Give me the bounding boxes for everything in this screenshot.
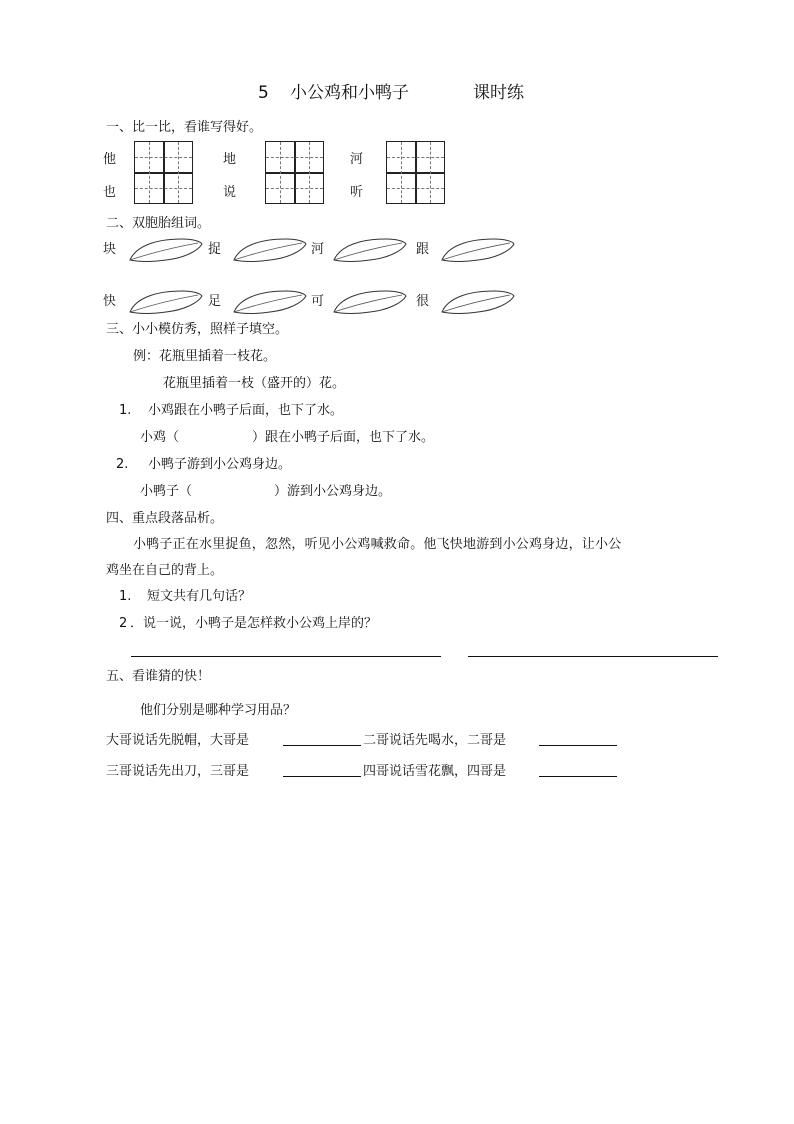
answer-line[interactable] <box>131 656 441 657</box>
riddle-prompt: 他们分别是哪种学习用品？ <box>140 703 297 718</box>
page-title: 小公鸡和小鸭子 <box>290 83 409 103</box>
char-label: 跟 <box>416 242 430 257</box>
riddle-text: 大哥说话先脱帽，大哥是 <box>106 733 250 748</box>
answer-line[interactable] <box>468 656 718 657</box>
riddle-answer-line[interactable] <box>539 776 617 777</box>
char-label: 也 <box>103 185 117 200</box>
char-label: 听 <box>350 185 364 200</box>
char-label: 很 <box>416 294 430 309</box>
question-text: ．说一说，小鸭子是怎样救小公鸡上岸的？ <box>130 616 378 631</box>
char-label: 河 <box>311 242 325 257</box>
leaf-answer-box[interactable] <box>330 288 408 316</box>
leaf-answer-box[interactable] <box>230 288 308 316</box>
lesson-number: 5 <box>258 83 269 103</box>
riddle-answer-line[interactable] <box>539 745 617 746</box>
leaf-answer-box[interactable] <box>126 288 204 316</box>
section2-heading: 二、双胞胎组词。 <box>106 216 211 231</box>
char-label: 快 <box>103 294 117 309</box>
leaf-answer-box[interactable] <box>438 236 516 264</box>
question-number: 1. <box>119 589 132 604</box>
leaf-answer-box[interactable] <box>126 236 204 264</box>
writing-grid[interactable] <box>265 141 324 204</box>
answer-input[interactable] <box>200 480 270 500</box>
riddle-answer-line[interactable] <box>283 745 361 746</box>
section4-heading: 四、重点段落品析。 <box>106 511 224 526</box>
writing-grid[interactable] <box>386 141 445 204</box>
passage-line: 鸡坐在自己的背上。 <box>106 563 224 578</box>
fill-suffix: ）游到小公鸡身边。 <box>274 484 392 499</box>
fill-prefix: 小鸡（ <box>140 430 180 445</box>
section5-heading: 五、看谁猜的快！ <box>106 669 211 684</box>
question-number: 2 <box>119 616 128 631</box>
char-label: 可 <box>311 294 325 309</box>
answer-input[interactable] <box>190 426 248 446</box>
riddle-answer-line[interactable] <box>283 776 361 777</box>
char-label: 足 <box>208 294 222 309</box>
fill-prefix: 小鸭子（ <box>140 484 193 499</box>
question-text: 小鸭子游到小公鸡身边。 <box>148 457 292 472</box>
leaf-answer-box[interactable] <box>330 236 408 264</box>
char-label: 河 <box>350 152 364 167</box>
char-label: 他 <box>103 152 117 167</box>
char-label: 块 <box>103 242 117 257</box>
page-subtitle: 课时练 <box>473 83 524 103</box>
fill-suffix: ）跟在小鸭子后面，也下了水。 <box>252 430 435 445</box>
riddle-text: 三哥说话先出刀，三哥是 <box>106 764 250 779</box>
example-sentence-expanded: 花瓶里插着一枝（盛开的）花。 <box>163 376 346 391</box>
leaf-answer-box[interactable] <box>438 288 516 316</box>
question-text: 短文共有几句话？ <box>147 589 252 604</box>
riddle-text: 四哥说话雪花飘，四哥是 <box>363 764 507 779</box>
question-text: 小鸡跟在小鸭子后面，也下了水。 <box>148 403 344 418</box>
section3-heading: 三、小小模仿秀，照样子填空。 <box>106 322 289 337</box>
question-number: 2. <box>116 457 129 472</box>
leaf-answer-box[interactable] <box>230 236 308 264</box>
section1-heading: 一、比一比，看谁写得好。 <box>106 120 263 135</box>
riddle-text: 二哥说话先喝水，二哥是 <box>363 733 507 748</box>
example-sentence: 例：花瓶里插着一枝花。 <box>133 349 277 364</box>
passage-line: 小鸭子正在水里捉鱼，忽然，听见小公鸡喊救命。他飞快地游到小公鸡身边，让小公 <box>133 537 622 552</box>
char-label: 捉 <box>208 242 222 257</box>
question-number: 1. <box>119 403 132 418</box>
char-label: 地 <box>223 152 237 167</box>
char-label: 说 <box>223 185 237 200</box>
writing-grid[interactable] <box>134 141 193 204</box>
